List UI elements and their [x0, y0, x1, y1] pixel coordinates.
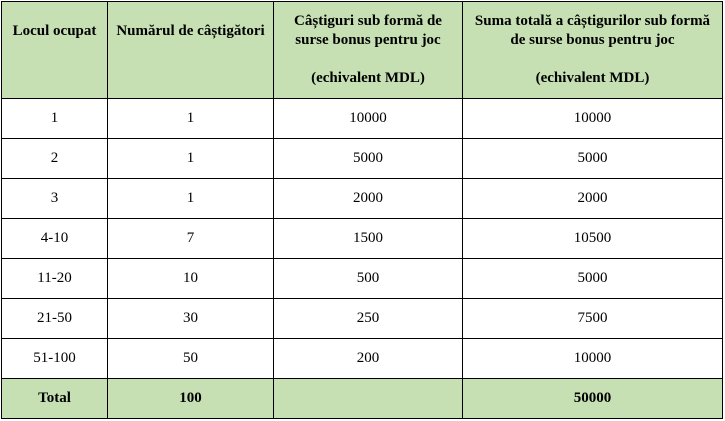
cell-prize: 250 — [274, 299, 463, 339]
header-prize-unit: (echivalent MDL) — [311, 70, 425, 86]
table-body — [2, 99, 723, 379]
cell-prize: 5000 — [274, 139, 463, 179]
table-row — [2, 259, 723, 299]
table-row — [2, 99, 723, 139]
cell-total: 7500 — [463, 299, 723, 339]
table-row — [2, 219, 723, 259]
table-row — [2, 299, 723, 339]
table-header — [2, 2, 723, 99]
cell-place: 51-100 — [2, 339, 108, 379]
cell-total: 5000 — [463, 259, 723, 299]
cell-total: 10500 — [463, 219, 723, 259]
cell-prize: 10000 — [274, 99, 463, 139]
cell-total: 10000 — [463, 99, 723, 139]
cell-place: 2 — [2, 139, 108, 179]
table-row — [2, 179, 723, 219]
table-row — [2, 139, 723, 179]
cell-winners: 1 — [108, 139, 274, 179]
cell-winners: 1 — [108, 179, 274, 219]
header-prize-label: Câștiguri sub formă de surse bonus pentru joc — [294, 13, 442, 48]
header-total-unit: (echivalent MDL) — [535, 70, 650, 86]
cell-total: 5000 — [463, 139, 723, 179]
table-row — [2, 339, 723, 379]
cell-winners: 50 — [108, 339, 274, 379]
cell-total: 10000 — [463, 339, 723, 379]
total-winners: 100 — [108, 379, 274, 419]
cell-winners: 10 — [108, 259, 274, 299]
header-place-label: Locul ocupat — [12, 23, 97, 39]
header-place — [2, 2, 108, 99]
total-label: Total — [2, 379, 108, 419]
cell-prize: 2000 — [274, 179, 463, 219]
cell-place: 21-50 — [2, 299, 108, 339]
cell-prize: 1500 — [274, 219, 463, 259]
prize-table — [1, 1, 723, 419]
cell-place: 3 — [2, 179, 108, 219]
cell-place: 1 — [2, 99, 108, 139]
header-total — [463, 2, 723, 99]
total-sum: 50000 — [463, 379, 723, 419]
cell-place: 11-20 — [2, 259, 108, 299]
cell-place: 4-10 — [2, 219, 108, 259]
header-total-label: Suma totală a câștigurilor sub formă de surse bonus pentru joc — [474, 13, 711, 48]
total-prize — [274, 379, 463, 419]
header-winners-label: Numărul de câștigători — [116, 23, 265, 39]
cell-winners: 1 — [108, 99, 274, 139]
header-row — [2, 2, 723, 99]
cell-prize: 200 — [274, 339, 463, 379]
cell-prize: 500 — [274, 259, 463, 299]
header-prize — [274, 2, 463, 99]
cell-winners: 30 — [108, 299, 274, 339]
header-winners — [108, 2, 274, 99]
table-footer — [2, 379, 723, 419]
cell-total: 2000 — [463, 179, 723, 219]
cell-winners: 7 — [108, 219, 274, 259]
total-row — [2, 379, 723, 419]
